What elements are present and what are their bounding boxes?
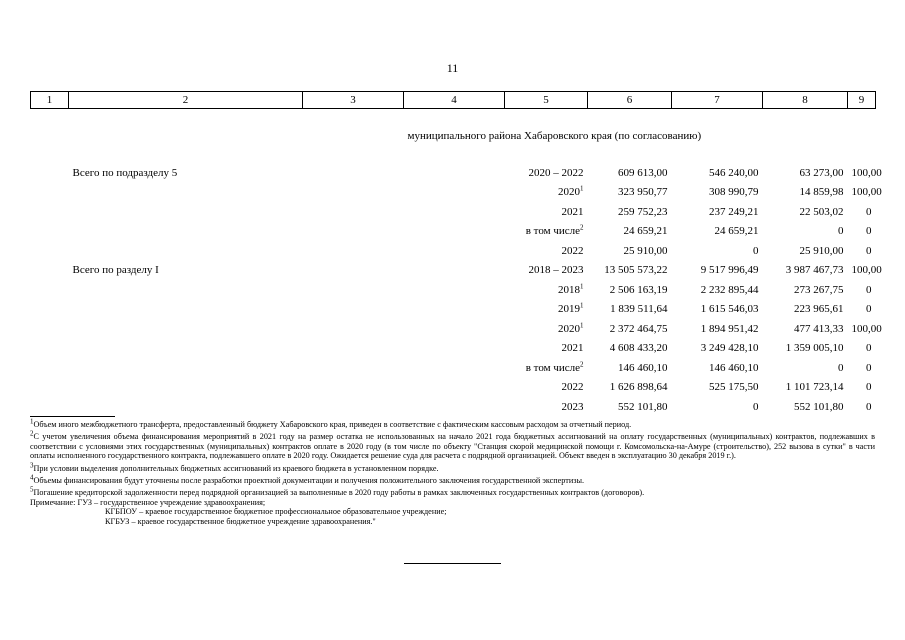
row-period: 2021: [561, 205, 584, 218]
cell-col4: [404, 300, 505, 320]
cell-col9: 0: [866, 303, 872, 316]
cell-total: 2 506 163,19: [609, 283, 668, 296]
row-period: 2019$^1$: [558, 301, 584, 316]
cell-col4: [404, 397, 505, 417]
row-label: [69, 378, 303, 398]
table-row: [31, 397, 876, 417]
cell-col1: [31, 202, 69, 222]
row-period: 2022: [561, 244, 584, 257]
cell-col1: [31, 397, 69, 417]
cell-col8: 0: [838, 361, 844, 374]
cell-col8: 273 267,75: [794, 283, 844, 296]
row-label: [69, 358, 303, 378]
cell-col3: [303, 300, 404, 320]
cell-total: 4 608 433,20: [609, 342, 668, 355]
cell-total: 1 626 898,64: [609, 381, 668, 394]
cell-col4: [404, 339, 505, 359]
cell-col9: 0: [866, 244, 872, 257]
cell-col8: 3 987 467,73: [785, 264, 844, 277]
cell-col1: [31, 300, 69, 320]
footnote-5: $^5$Погашение кредиторской задолженности перед подрядной организацией за выполненные в 2020 году работы в рамках заключенных государственных контрактов (договоров).: [30, 485, 645, 498]
row-period: 2023: [561, 400, 584, 413]
executor-continuation: муниципального района Хабаровского края (по согласованию): [407, 130, 702, 142]
cell-col9: 0: [866, 225, 872, 238]
row-label: Всего по подразделу 5: [72, 166, 178, 179]
cell-col4: [404, 241, 505, 261]
cell-col1: [31, 378, 69, 398]
cell-col8: 1 101 723,14: [785, 381, 844, 394]
row-period: в том числе$^2$: [525, 223, 584, 238]
row-label: [69, 397, 303, 417]
row-period: 2020 – 2022: [528, 166, 584, 179]
end-rule: [404, 563, 501, 564]
cell-col8: 477 413,33: [794, 322, 844, 335]
cell-col3: [303, 202, 404, 222]
row-label: [69, 319, 303, 339]
cell-col9: 0: [866, 400, 872, 413]
cell-col3: [303, 261, 404, 281]
cell-total: 323 950,77: [618, 186, 668, 199]
cell-col3: [303, 183, 404, 203]
col-header-4: 4: [404, 92, 505, 109]
cell-col9: 100,00: [851, 186, 882, 199]
row-label: [69, 280, 303, 300]
cell-col4: [404, 280, 505, 300]
cell-col4: [404, 358, 505, 378]
cell-col7: 237 249,21: [709, 205, 759, 218]
col-header-9: 9: [848, 92, 876, 109]
cell-col1: [31, 163, 69, 183]
footnote-2: $^2$С учетом увеличения объема финансирования мероприятий в 2021 году на размер остатка не использованных на начало 2021 года бюджетных ассигнований на оплату государственных (муниципальных) контрактов, подлежавших в соответствии с условиями этих государственных (муниципальных) контрактов оплате в 2020 году (в том числе по объекту "Станция скорой медицинской помощи г. Комсомольска-на-Амуре (строительство), 252 вызова в сутки" в части оплаты исполненного государственного контракта, подлежавшего оплате в 2020 году. Ожидается решение суда для расчета с подрядной организацией. Объект введен в эксплуатацию 30 декабря 2019 г.).: [30, 429, 875, 461]
cell-col4: [404, 163, 505, 183]
cell-col8: 552 101,80: [794, 400, 844, 413]
cell-col8: 63 273,00: [799, 166, 844, 179]
cell-col3: [303, 319, 404, 339]
cell-col8: 223 965,61: [794, 303, 844, 316]
cell-total: 259 752,23: [618, 205, 668, 218]
col-header-2: 2: [69, 92, 303, 109]
cell-col3: [303, 339, 404, 359]
table-row: [31, 261, 876, 281]
cell-col9: 0: [866, 342, 872, 355]
cell-col7: 3 249 428,10: [700, 342, 759, 355]
cell-total: 1 839 511,64: [610, 303, 668, 316]
row-period: 2020$^1$: [558, 321, 584, 335]
cell-col9: 0: [866, 361, 872, 374]
cell-col4: [404, 261, 505, 281]
cell-col8: 0: [838, 225, 844, 238]
footnote-separator: [30, 416, 115, 417]
cell-col7: 0: [753, 400, 759, 413]
cell-col1: [31, 280, 69, 300]
table-row: [31, 339, 876, 359]
cell-col7: 9 517 996,49: [700, 264, 759, 277]
cell-col9: 0: [866, 381, 872, 394]
cell-col9: 0: [866, 283, 872, 296]
cell-col7: 24 659,21: [714, 225, 759, 238]
cell-col3: [303, 358, 404, 378]
row-period: 2022: [561, 381, 584, 394]
cell-col8: 22 503,02: [799, 205, 844, 218]
cell-col7: 0: [753, 244, 759, 257]
cell-col3: [303, 378, 404, 398]
cell-col9: 100,00: [851, 322, 882, 335]
page-number: 11: [446, 61, 459, 75]
cell-col4: [404, 319, 505, 339]
cell-col1: [31, 358, 69, 378]
cell-col3: [303, 163, 404, 183]
cell-col4: [404, 222, 505, 242]
cell-col9: 100,00: [851, 264, 882, 277]
table-row: [31, 319, 876, 339]
financing-table: [30, 91, 882, 417]
cell-col4: [404, 378, 505, 398]
note-intro: Примечание: ГУЗ – государственное учреждение здравоохранения;: [30, 497, 266, 507]
note-kgbuz: КГБУЗ – краевое государственное бюджетное учреждение здравоохранения.": [105, 516, 376, 526]
table-row: [31, 300, 876, 320]
cell-col3: [303, 280, 404, 300]
row-period: 2018$^1$: [558, 282, 584, 296]
row-label: [69, 202, 303, 222]
cell-col7: 525 175,50: [709, 381, 759, 394]
cell-total: 552 101,80: [618, 400, 668, 413]
col-header-5: 5: [505, 92, 588, 109]
table-row: [31, 183, 876, 203]
row-label: Всего по разделу I: [72, 264, 159, 277]
table-row: [31, 358, 876, 378]
cell-col9: 100,00: [851, 166, 882, 179]
table-row: [31, 280, 876, 300]
cell-col8: 14 859,98: [799, 186, 844, 199]
row-label: [69, 183, 303, 203]
continuation-row: [31, 109, 876, 164]
cell-col1: [31, 339, 69, 359]
cell-col1: [31, 222, 69, 242]
cell-col4: [404, 202, 505, 222]
row-label: [69, 222, 303, 242]
cell-total: 609 613,00: [618, 166, 668, 179]
cell-col3: [303, 222, 404, 242]
col-header-6: 6: [588, 92, 672, 109]
row-label: [69, 241, 303, 261]
cell-col3: [303, 397, 404, 417]
table-row: [31, 163, 876, 183]
footnotes: [30, 417, 875, 526]
footnote-1: $^1$Объем иного межбюджетного трансферта, предоставленный бюджету Хабаровского края, приведен в соответствие с фактическим кассовым расходом за отчетный период.: [30, 417, 632, 429]
table-row: [31, 222, 876, 242]
cell-total: 2 372 464,75: [609, 322, 668, 335]
cell-col7: 1 615 546,03: [700, 303, 759, 316]
cell-col9: 0: [866, 205, 872, 218]
column-number-header: [31, 92, 876, 109]
cell-col1: [31, 241, 69, 261]
cell-col1: [31, 183, 69, 203]
table-row: [31, 378, 876, 398]
cell-total: 24 659,21: [623, 225, 668, 238]
footnote-4: $^4$Объемы финансирования будут уточнены после разработки проектной документации и получения положительного заключения государственной экспертизы.: [30, 473, 585, 486]
cell-col7: 2 232 895,44: [700, 283, 759, 296]
cell-col7: 308 990,79: [709, 186, 759, 199]
cell-col8: 25 910,00: [799, 244, 844, 257]
col-header-1: 1: [31, 92, 69, 109]
footnote-3: $^3$При условии выделения дополнительных бюджетных ассигнований из краевого бюджета в установленном порядке.: [30, 460, 439, 473]
cell-col7: 546 240,00: [709, 166, 759, 179]
cell-col1: [31, 319, 69, 339]
cell-col3: [303, 241, 404, 261]
cell-col7: 146 460,10: [709, 361, 759, 374]
table-row: [31, 202, 876, 222]
row-period: 2020$^1$: [558, 184, 584, 199]
cell-col7: 1 894 951,42: [700, 322, 759, 335]
row-period: 2018 – 2023: [528, 264, 584, 277]
col-header-7: 7: [672, 92, 763, 109]
table-row: [31, 241, 876, 261]
col-header-3: 3: [303, 92, 404, 109]
cell-total: 13 505 573,22: [604, 264, 668, 277]
cell-col1: [31, 261, 69, 281]
row-label: [69, 300, 303, 320]
cell-total: 146 460,10: [618, 361, 668, 374]
row-period: 2021: [561, 342, 584, 355]
cell-total: 25 910,00: [623, 244, 668, 257]
cell-col8: 1 359 005,10: [785, 342, 844, 355]
row-period: в том числе$^2$: [525, 360, 584, 374]
col-header-8: 8: [763, 92, 848, 109]
note-kgbpou: КГБПОУ – краевое государственное бюджетное профессиональное образовательное учреждение;: [105, 507, 447, 517]
row-label: [69, 339, 303, 359]
cell-col4: [404, 183, 505, 203]
